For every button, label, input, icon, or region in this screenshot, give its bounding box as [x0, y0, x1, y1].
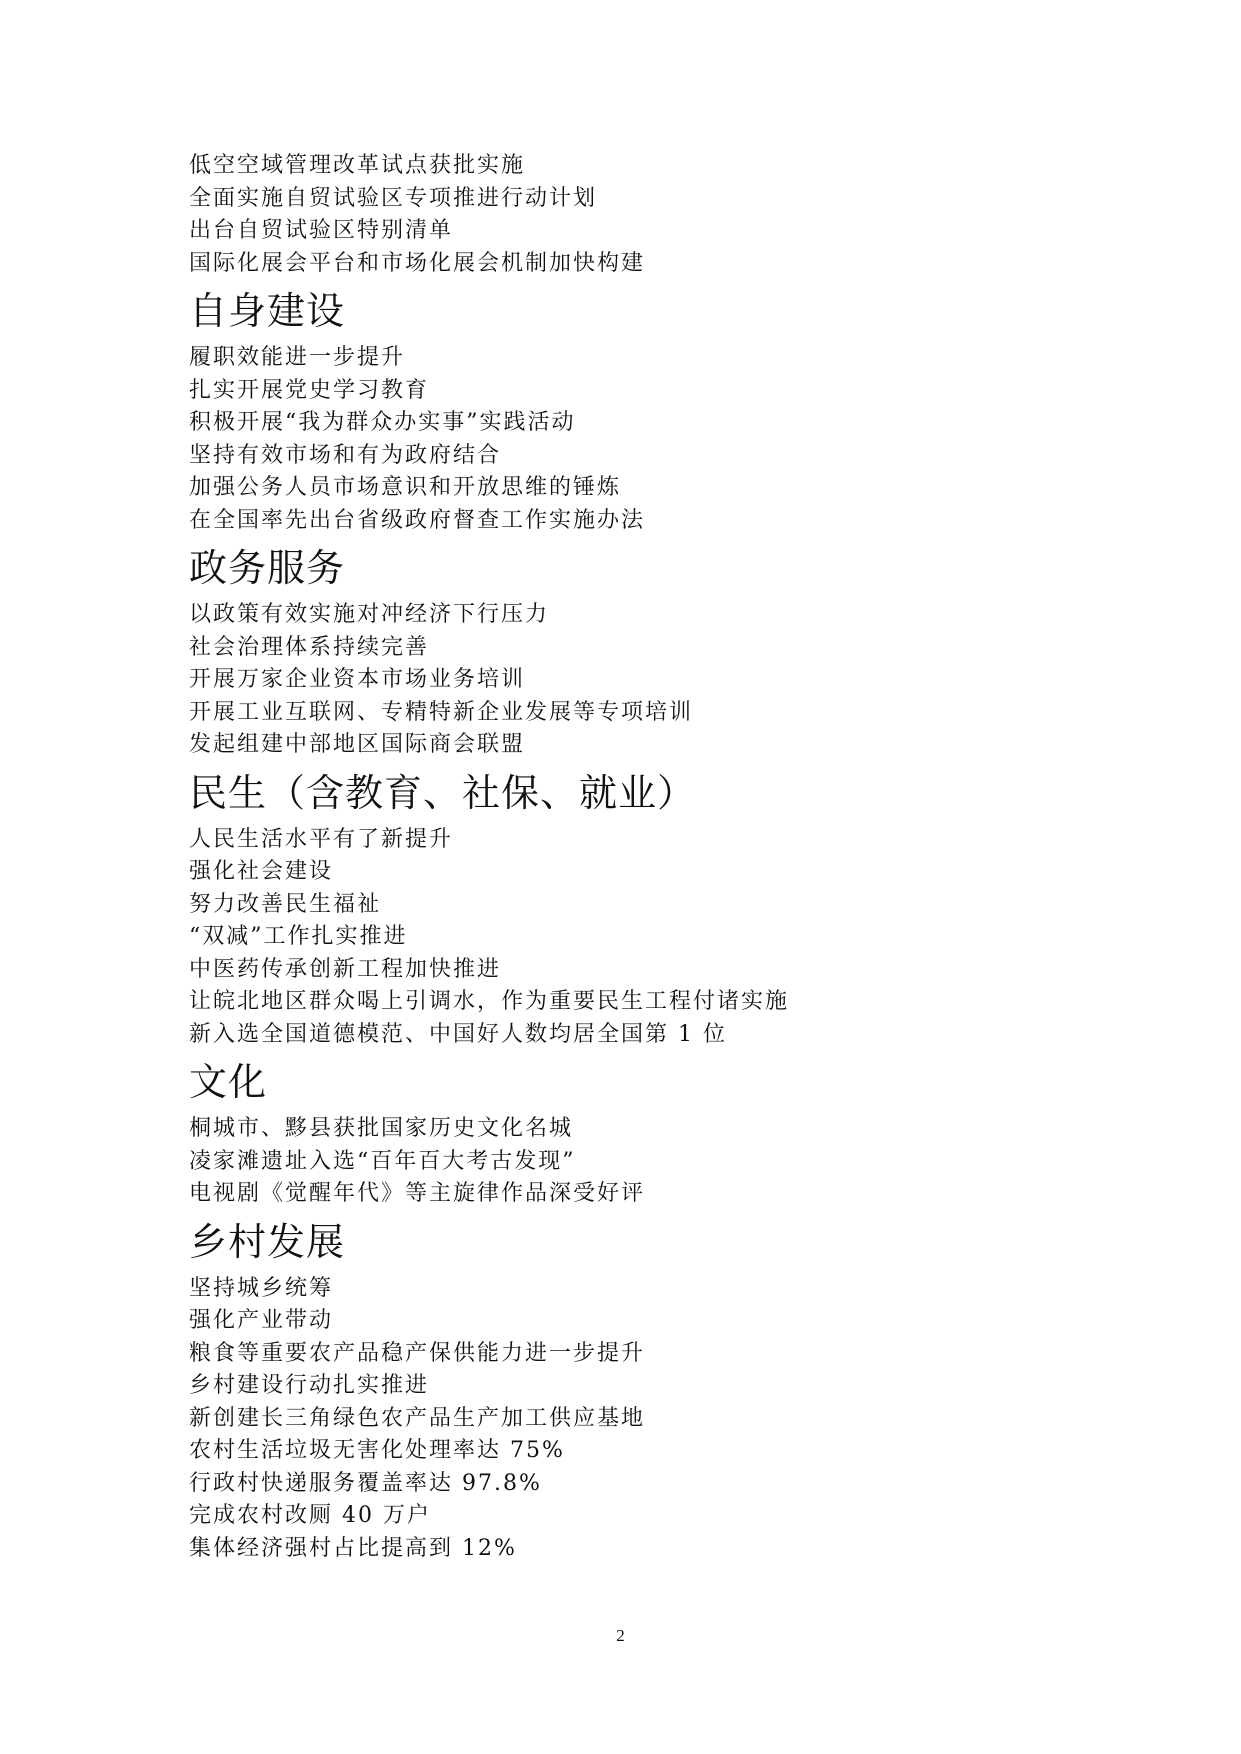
- section-culture: [189, 1053, 1089, 1211]
- list-item: 集体经济强村占比提高到 12%: [189, 1535, 517, 1561]
- document-body: [189, 150, 1089, 1565]
- list-item: 开展万家企业资本市场业务培训: [189, 667, 526, 692]
- page-number: 2: [616, 1626, 625, 1645]
- list-item: 粮食等重要农产品稳产保供能力进一步提升: [189, 1340, 646, 1366]
- list-item: 新创建长三角绿色农产品生产加工供应基地: [189, 1405, 646, 1431]
- section-heading: 民生（含教育、社保、就业）: [189, 770, 697, 815]
- list-item: 农村生活垃圾无害化处理率达 75%: [189, 1438, 565, 1463]
- list-item: 全面实施自贸试验区专项推进行动计划: [189, 185, 598, 211]
- section-rural-development: [189, 1213, 1089, 1566]
- list-item: 社会治理体系持续完善: [189, 634, 430, 660]
- list-item: 低空空域管理改革试点获批实施: [189, 153, 526, 178]
- list-item: 行政村快递服务覆盖率达 97.8%: [189, 1470, 542, 1496]
- list-item: 出台自贸试验区特别清单: [189, 218, 454, 243]
- section-self-building: [189, 282, 1089, 537]
- list-item: 开展工业互联网、专精特新企业发展等专项培训: [189, 699, 694, 725]
- list-item: 坚持城乡统筹: [189, 1275, 334, 1301]
- section-heading: 政务服务: [189, 546, 346, 590]
- list-item: 以政策有效实施对冲经济下行压力: [189, 602, 550, 627]
- list-item: 坚持有效市场和有为政府结合: [189, 442, 502, 468]
- list-item: 中医药传承创新工程加快推进: [189, 956, 502, 982]
- list-item: 电视剧《觉醒年代》等主旋律作品深受好评: [189, 1181, 646, 1206]
- intro-list: [189, 150, 1089, 280]
- list-item: 扎实开展党史学习教育: [189, 377, 430, 403]
- section-heading: 乡村发展: [189, 1219, 346, 1264]
- section-heading: 自身建设: [189, 289, 346, 333]
- section-heading: 文化: [189, 1060, 268, 1104]
- list-item: 努力改善民生福祉: [189, 891, 382, 917]
- list-item: 人民生活水平有了新提升: [189, 826, 454, 852]
- list-item: 桐城市、黟县获批国家历史文化名城: [189, 1116, 574, 1141]
- section-government-services: [189, 539, 1089, 762]
- list-item: 履职效能进一步提升: [189, 345, 406, 370]
- list-item: 发起组建中部地区国际商会联盟: [189, 732, 526, 757]
- list-item: 完成农村改厕 40 万户: [189, 1503, 431, 1528]
- list-item: 新入选全国道德模范、中国好人数均居全国第 1 位: [189, 1021, 727, 1047]
- list-item: 强化社会建设: [189, 859, 334, 884]
- list-item: 凌家滩遗址入选“百年百大考古发现”: [189, 1148, 576, 1174]
- list-item: 积极开展“我为群众办实事”实践活动: [189, 410, 576, 435]
- list-item: 让皖北地区群众喝上引调水，作为重要民生工程付诸实施: [189, 989, 790, 1014]
- list-item: 国际化展会平台和市场化展会机制加快构建: [189, 250, 646, 276]
- section-livelihood: [189, 764, 1089, 1052]
- list-item: “双减”工作扎实推进: [189, 924, 408, 949]
- list-item: 加强公务人员市场意识和开放思维的锤炼: [189, 475, 622, 500]
- list-item: 乡村建设行动扎实推进: [189, 1373, 430, 1398]
- list-item: 在全国率先出台省级政府督查工作实施办法: [189, 507, 646, 533]
- list-item: 强化产业带动: [189, 1308, 334, 1333]
